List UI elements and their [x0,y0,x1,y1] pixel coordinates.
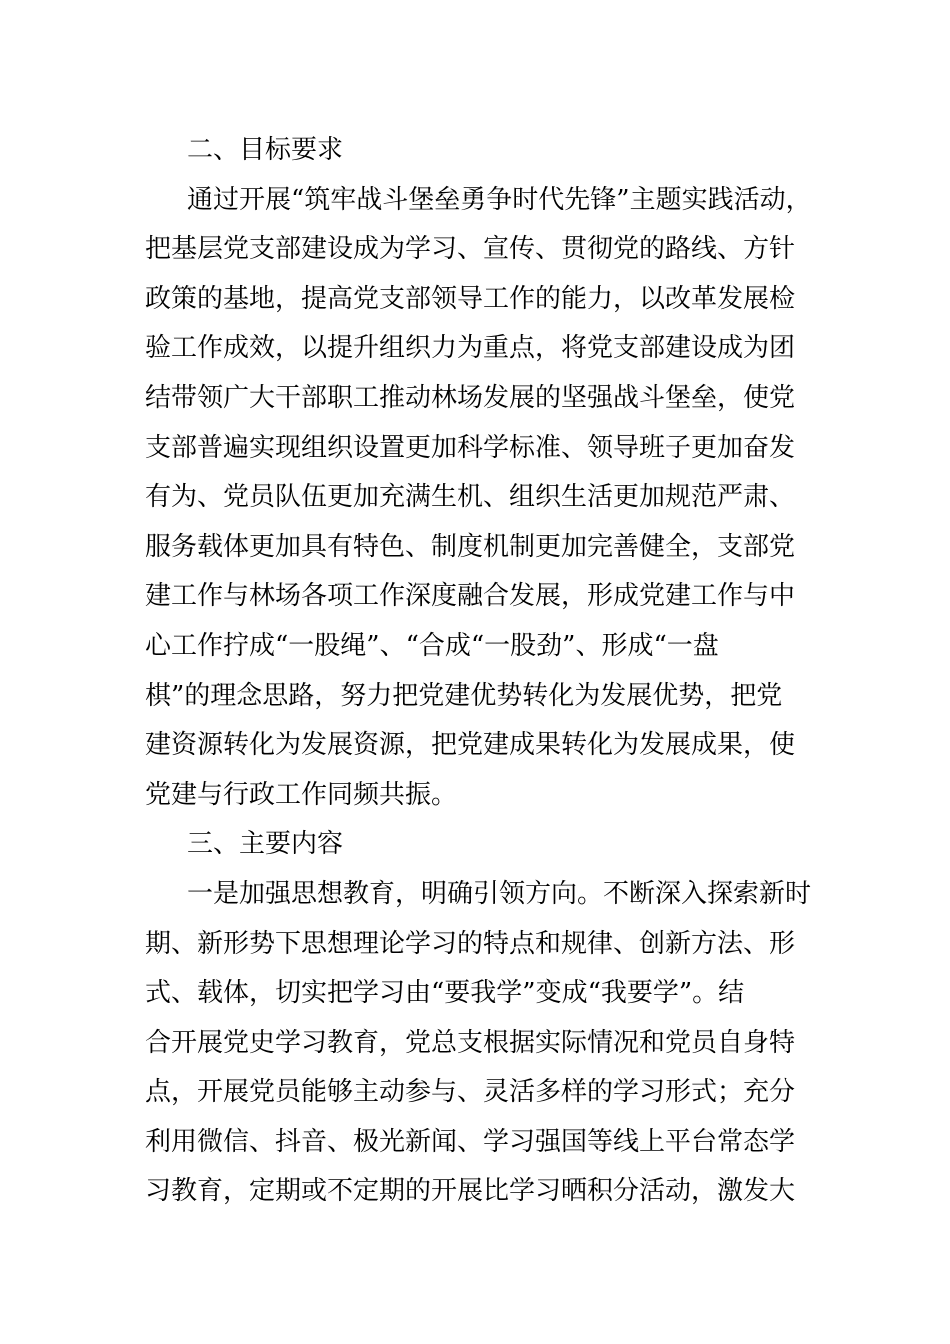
paragraph-line: 建资源转化为发展资源，把党建成果转化为发展成果，使 [145,730,796,761]
paragraph-line: 服务载体更加具有特色、制度机制更加完善健全，支部党 [145,531,796,562]
paragraph-line: 把基层党支部建设成为学习、宣传、贯彻党的路线、方针 [145,234,796,265]
section-heading-main-content: 三、主要内容 [187,829,344,860]
paragraph-line: 合开展党史学习教育，党总支根据实际情况和党员自身特 [145,1027,796,1058]
paragraph-line: 期、新形势下思想理论学习的特点和规律、创新方法、形 [145,928,796,959]
paragraph-line: 建工作与林场各项工作深度融合发展，形成党建工作与中 [145,581,796,612]
paragraph-line: 有为、党员队伍更加充满生机、组织生活更加规范严肃、 [145,482,796,513]
paragraph-line: 习教育，定期或不定期的开展比学习晒积分活动，激发大 [145,1176,796,1207]
paragraph-line: 点，开展党员能够主动参与、灵活多样的学习形式；充分 [145,1077,796,1108]
paragraph-line: 棋”的理念思路，努力把党建优势转化为发展优势，把党 [145,680,783,711]
paragraph-line: 验工作成效，以提升组织力为重点，将党支部建设成为团 [145,333,796,364]
paragraph-line: 式、载体，切实把学习由“要我学”变成“我要学”。结 [145,978,745,1009]
paragraph-line: 心工作拧成“一股绳”、“合成“一股劲”、形成“一盘 [145,630,719,661]
section-heading-goals: 二、目标要求 [187,135,344,165]
paragraph-line: 支部普遍实现组织设置更加科学标准、领导班子更加奋发 [145,432,796,463]
document-body [145,126,810,1217]
paragraph-line: 利用微信、抖音、极光新闻、学习强国等线上平台常态学 [145,1126,796,1157]
paragraph-line: 通过开展“筑牢战斗堡垒勇争时代先锋”主题实践活动， [187,184,812,215]
paragraph-line: 政策的基地，提高党支部领导工作的能力，以改革发展检 [145,283,796,314]
paragraph-line: 结带领广大干部职工推动林场发展的坚强战斗堡垒，使党 [145,382,796,413]
paragraph-line: 党建与行政工作同频共振。 [145,779,458,810]
paragraph-line: 一是加强思想教育，明确引领方向。不断深入探索新时 [187,878,812,909]
